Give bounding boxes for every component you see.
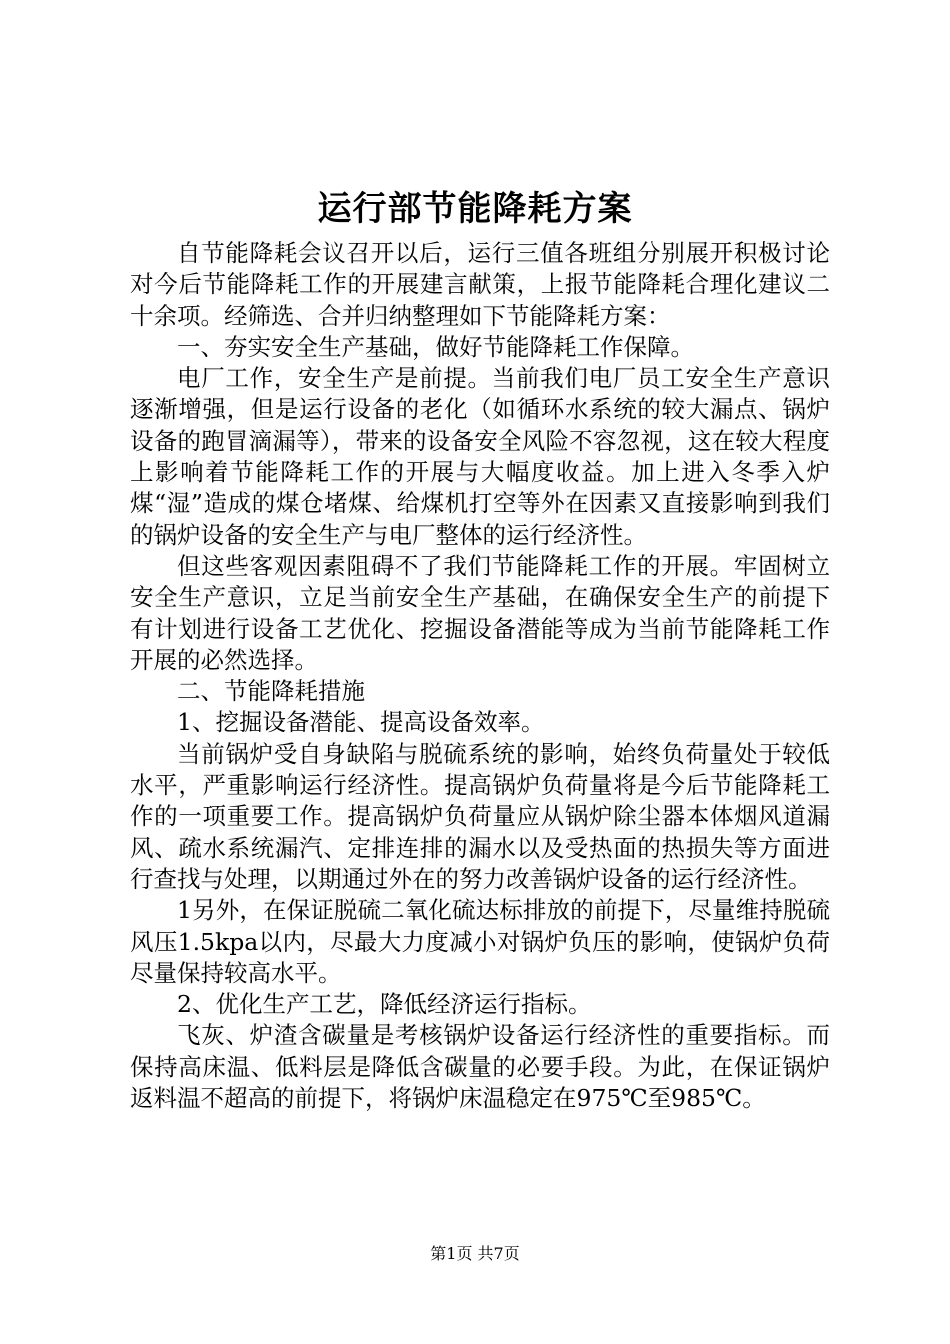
paragraph-objective-factors: 但这些客观因素阻碍不了我们节能降耗工作的开展。牢固树立安全生产意识，立足当前安全生产基础，在确保安全生产的前提下有计划进行设备工艺优化、挖掘设备潜能等成为当前节能降耗工作开展的必然选择。: [130, 551, 830, 674]
section-heading-2: 二、节能降耗措施: [177, 677, 365, 706]
paragraph-carbon-content: 飞灰、炉渣含碳量是考核锅炉设备运行经济性的重要指标。而保持高床温、低料层是降低含碳量的必要手段。为此，在保证锅炉返料温不超高的前提下，将锅炉床温稳定在975℃至985℃。: [130, 1021, 830, 1113]
paragraph-desulfurization: 1另外，在保证脱硫二氧化硫达标排放的前提下，尽量维持脱硫风压1.5kpa以内，尽最大力度减小对锅炉负压的影响，使锅炉负荷尽量保持较高水平。: [130, 896, 830, 987]
paragraph-safety: 电厂工作，安全生产是前提。当前我们电厂员工安全生产意识逐渐增强，但是运行设备的老化（如循环水系统的较大漏点、锅炉设备的跑冒滴漏等），带来的设备安全风险不容忽视，这在较大程度上影响着节能降耗工作的开展与大幅度收益。加上进入冬季入炉煤“湿”造成的煤仓堵煤、给煤机打空等外在因素又直接影响到我们的锅炉设备的安全生产与电厂整体的运行经济性。: [130, 364, 830, 549]
document-body: [130, 238, 830, 1114]
subsection-heading-1: 1、挖掘设备潜能、提高设备效率。: [177, 708, 545, 737]
page-footer: 第1页 共7页: [430, 1244, 520, 1263]
subsection-heading-2: 2、优化生产工艺，降低经济运行指标。: [177, 990, 592, 1019]
paragraph-boiler-load: 当前锅炉受自身缺陷与脱硫系统的影响，始终负荷量处于较低水平，严重影响运行经济性。提高锅炉负荷量将是今后节能降耗工作的一项重要工作。提高锅炉负荷量应从锅炉除尘器本体烟风道漏风、疏水系统漏汽、定排连排的漏水以及受热面的热损失等方面进行查找与处理，以期通过外在的努力改善锅炉设备的运行经济性。: [130, 739, 830, 893]
paragraph-intro: 自节能降耗会议召开以后，运行三值各班组分别展开积极讨论对今后节能降耗工作的开展建言献策，上报节能降耗合理化建议二十余项。经筛选、合并归纳整理如下节能降耗方案：: [130, 239, 830, 330]
section-heading-1: 一、夯实安全生产基础，做好节能降耗工作保障。: [177, 332, 694, 361]
document-title: 运行部节能降耗方案: [317, 189, 633, 229]
